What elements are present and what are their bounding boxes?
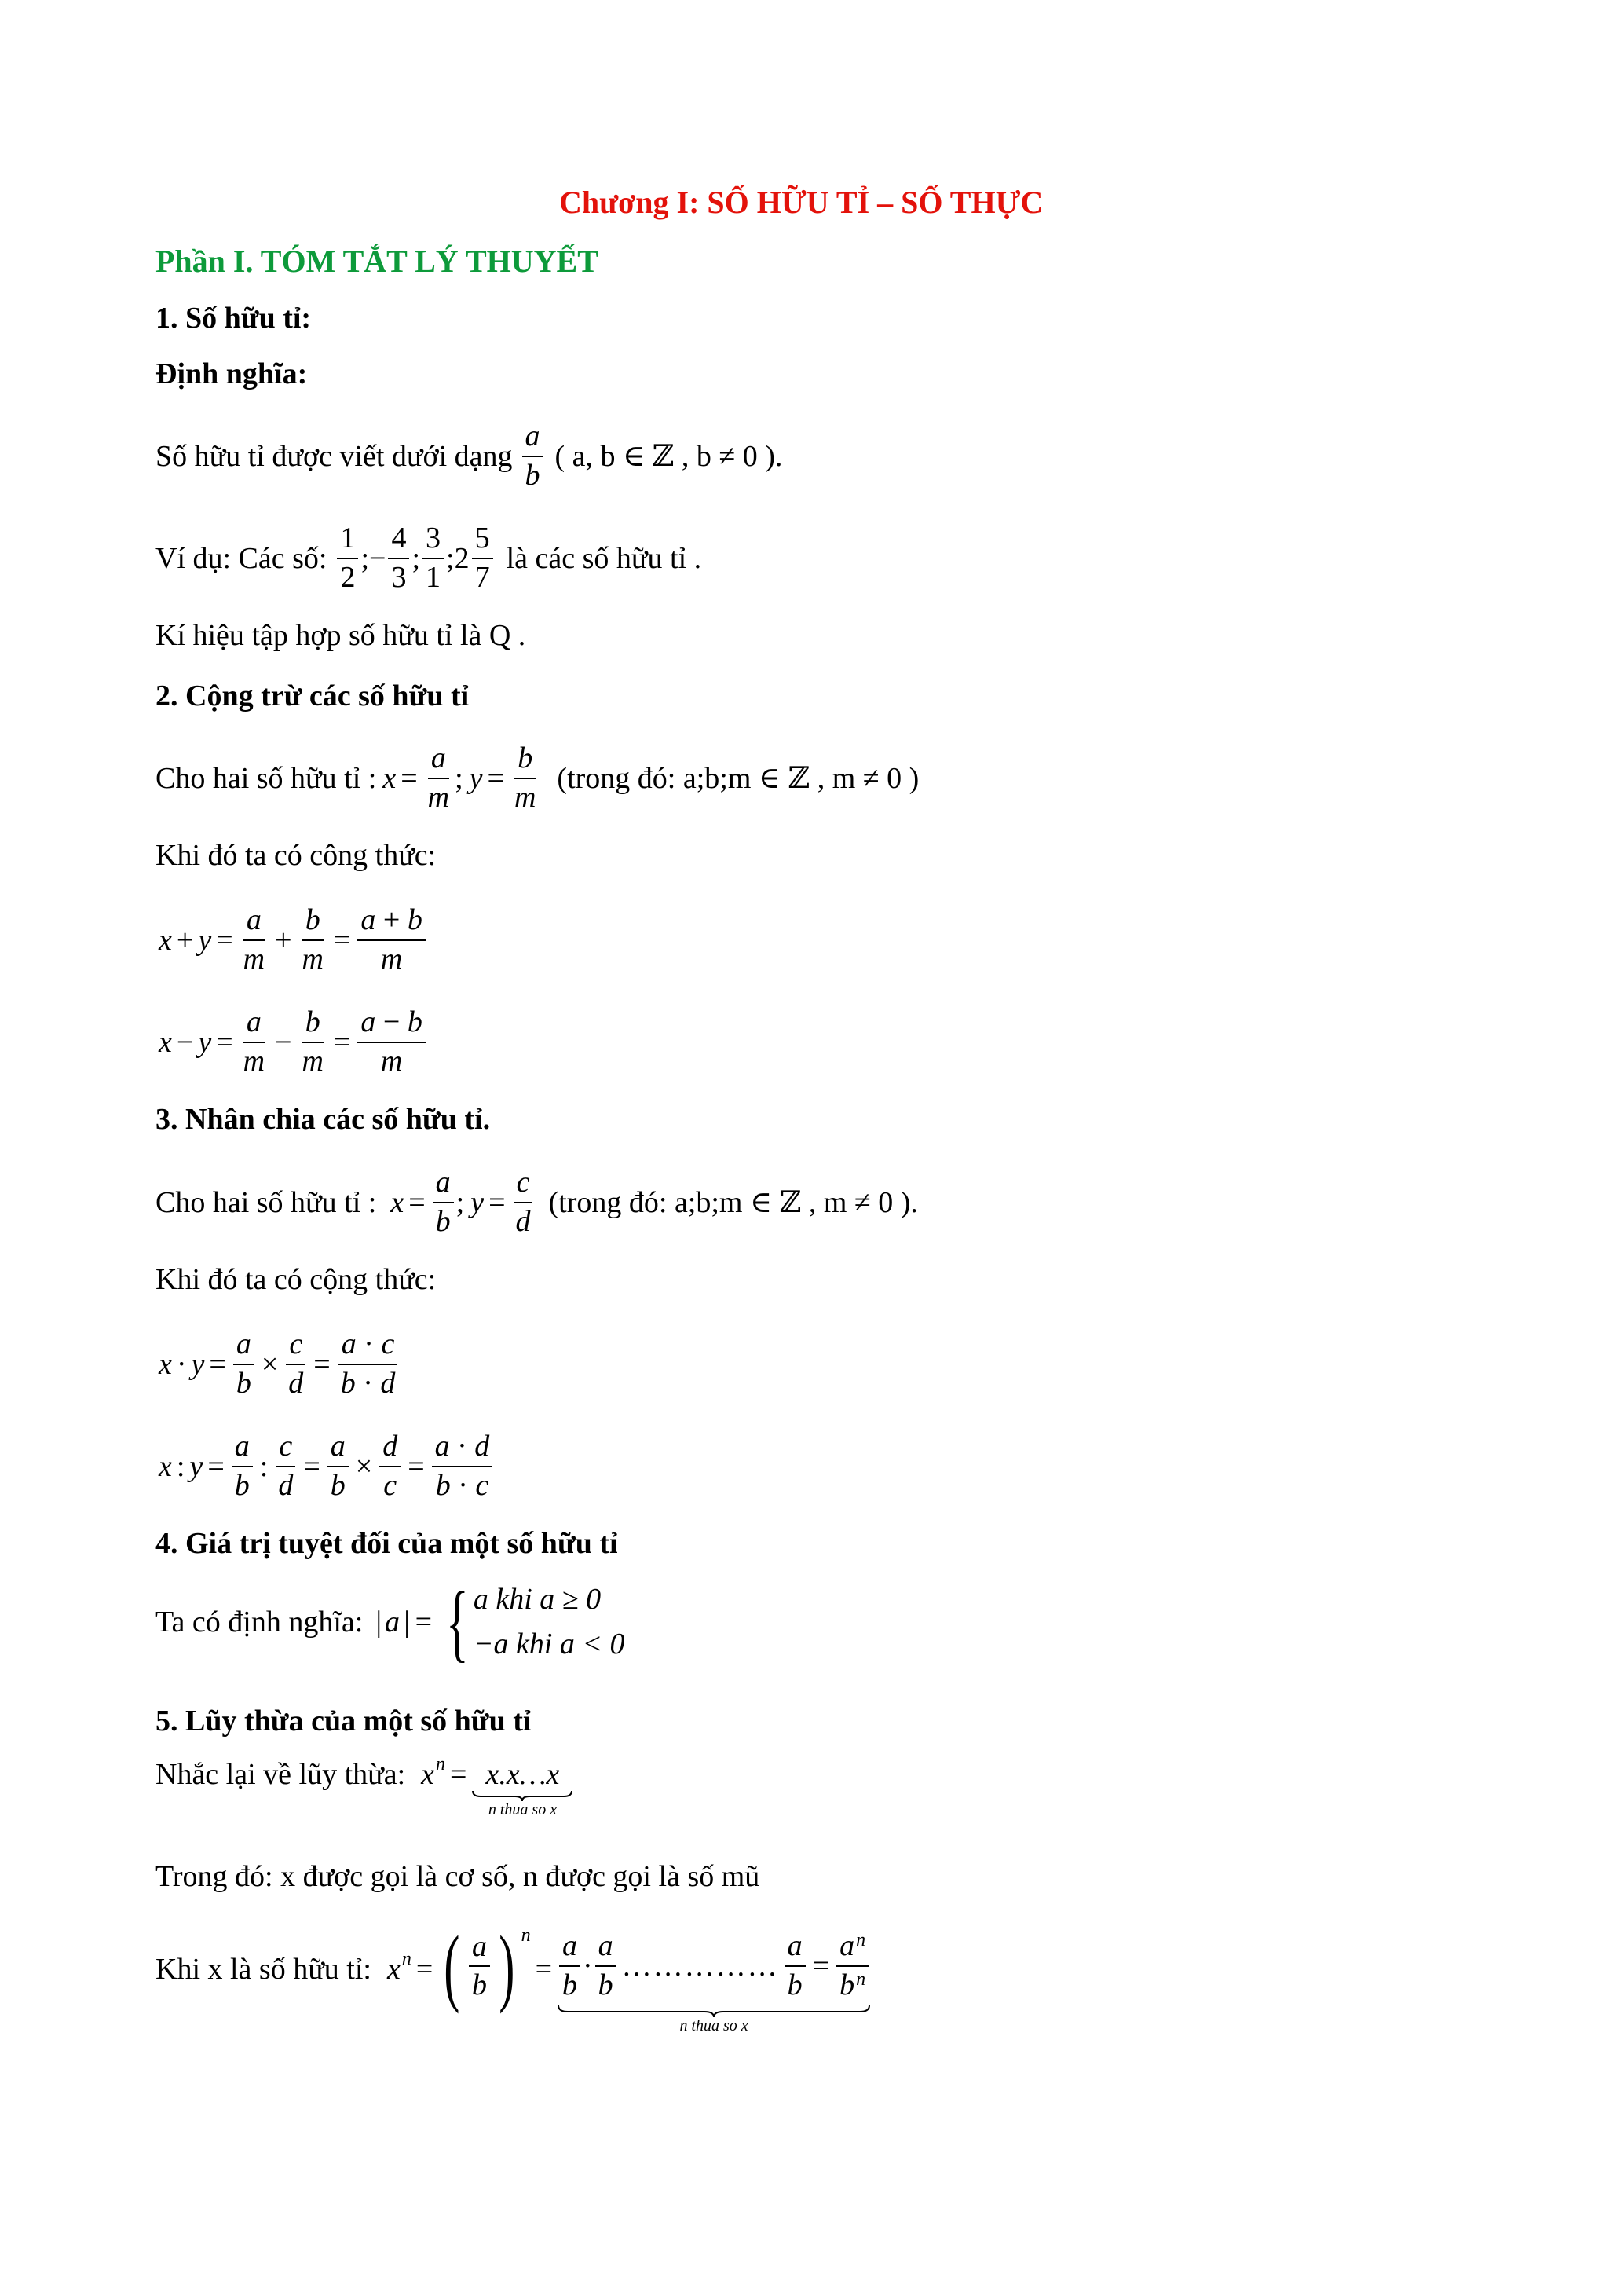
fraction-a-over-m: $\frac{a}{m}$ [427,742,450,814]
s2-formula-intro: Khi đó ta có công thức: [155,839,437,872]
fraction-4-3: $\frac{4}{3}$ [388,520,409,596]
absolute-value-line: Ta có định nghĩa: | a | = { a khi a ≥ 0 −a khi a < 0 [155,1574,625,1670]
chapter-title: Chương I: SỐ HỮU TỈ – SỐ THỰC [559,185,1044,220]
s3-given-text: Cho hai số hữu tỉ : [155,1185,377,1219]
s3-given-line: Cho hai số hữu tỉ : x = $\frac{a}{b}$ ; y = $\frac{c}{d}$ (trong đó: a;b;m ∈ ℤ , m ≠ 0 ). [155,1164,918,1240]
symbol-line: Kí hiệu tập hợp số hữu tỉ là Q . [155,619,526,652]
recall-text: Nhắc lại về lũy thừa: [155,1758,406,1791]
underbrace-product: x.x…x n thua so x [471,1760,573,1818]
sum-formula: x + y = $\frac{a}{m}$ + $\frac{b}{m}$ = $\frac{a + b}{m}$ [159,902,428,978]
fraction-a-over-b-s3: $\frac{a}{b}$ [433,1164,454,1240]
fraction-c-over-d: $\frac{c}{d}$ [513,1164,534,1240]
fraction-a-over-b: $\frac{a}{b}$ [522,418,543,494]
s3-condition: (trong đó: a;b;m ∈ ℤ , m ≠ 0 ). [548,1185,918,1219]
power-where-line: Trong đó: x được gọi là cơ số, n được gọi là số mũ [155,1860,760,1893]
section-3-heading: 3. Nhân chia các số hữu tỉ. [155,1103,491,1136]
difference-formula: x − y = $\frac{a}{m}$ − $\frac{b}{m}$ = $\frac{a - b}{m}$ [159,1004,428,1080]
example-suffix: là các số hữu tỉ . [506,541,702,575]
section-4-heading: 4. Giá trị tuyệt đối của một số hữu tỉ [155,1527,618,1560]
case-positive: a khi a ≥ 0 [473,1583,602,1616]
definition-heading: Định nghĩa: [155,357,308,390]
underbrace-label: n thua so x [488,1801,558,1818]
part-heading: Phần I. TÓM TẮT LÝ THUYẾT [155,244,598,279]
definition-condition: ( a, b ∈ ℤ , b ≠ 0 ). [554,439,783,473]
definition-text: Số hữu tỉ được viết dưới dạng [155,439,513,473]
fraction-3-1: $\frac{3}{1}$ [422,520,444,596]
s3-formula-intro: Khi đó ta có cộng thức: [155,1263,437,1296]
underbrace-label-2: n thua so x [679,2017,748,2034]
section-1-heading: 1. Số hữu tỉ: [155,302,312,335]
s2-given-line: Cho hai số hữu tỉ : x = $\frac{a}{m}$ ; y = $\frac{b}{m}$ (trong đó: a;b;m ∈ ℤ , m ≠ 0 ) [155,740,919,816]
rational-power-line: Khi x là số hữu tỉ: $x^n$ = ( $\frac{a}{b}$ ) n = $\frac{a}{b}$ · $\frac{a}{b}$ …………… $\frac{a}{b}$ = $\frac{a^n}{b^n}$ n thua so x [155,1923,871,2034]
s2-given-text: Cho hai số hữu tỉ : [155,761,377,795]
section-5-heading: 5. Lũy thừa của một số hữu tỉ [155,1705,532,1738]
rational-prefix: Khi x là số hữu tỉ: [155,1953,371,1986]
quotient-formula: x : y = $\frac{a}{b}$ : $\frac{c}{d}$ = $\frac{a}{b}$ × $\frac{d}{c}$ = $\frac{a \cdot d}{b \cdot c}$ [159,1428,495,1504]
absolute-value-cases [474,1577,625,1667]
underbrace-rational-product: $\frac{a}{b}$ · $\frac{a}{b}$ …………… $\frac{a}{b}$ = $\frac{a^n}{b^n}$ n thua so x [557,1928,871,2034]
underbrace-icon [557,2004,871,2018]
fraction-1-2: $\frac{1}{2}$ [337,520,358,596]
power-recall-line: Nhắc lại về lũy thừa: $x^n$ = x.x…x n thua so x [155,1760,573,1818]
case-negative: −a khi a < 0 [473,1628,625,1661]
section-2-heading: 2. Cộng trừ các số hữu tỉ [155,679,470,712]
product-formula: x · y = $\frac{a}{b}$ × $\frac{c}{d}$ = $\frac{a \cdot c}{b \cdot d}$ [159,1326,401,1402]
definition-line [155,418,782,494]
s4-def-prefix: Ta có định nghĩa: [155,1606,364,1639]
underbrace-icon [471,1789,573,1802]
example-prefix: Ví dụ: Các số: [155,541,327,575]
example-line: Ví dụ: Các số: $\frac{1}{2}$ ;− $\frac{4}{3}$ ; $\frac{3}{1}$ ;2 $\frac{5}{7}$ là các số hữu tỉ . [155,520,701,596]
fraction-b-over-m: $\frac{b}{m}$ [514,742,536,814]
s2-condition: (trong đó: a;b;m ∈ ℤ , m ≠ 0 ) [557,761,920,795]
fraction-5-7: $\frac{5}{7}$ [472,520,493,596]
